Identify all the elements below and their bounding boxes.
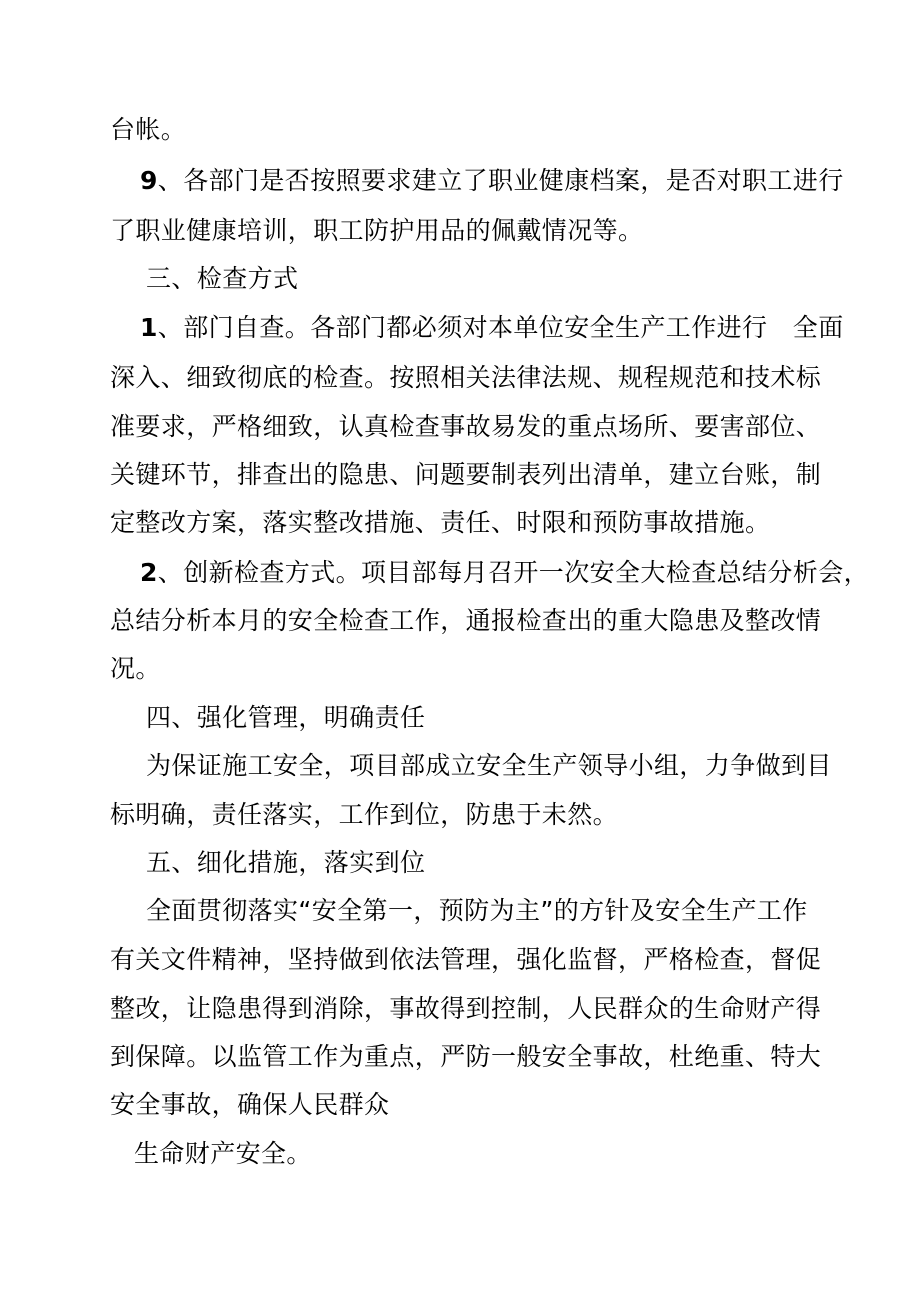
section-heading-4: 四、强化管理，明确责任: [146, 703, 426, 732]
text-line-1: 台帐。: [110, 115, 187, 144]
text-line-5: 1、部门自查。各部门都必须对本单位安全生产工作进行 全面: [140, 313, 844, 342]
text-line-7: 准要求，严格细致，认真检查事故易发的重点场所、要害部位、: [110, 412, 822, 441]
item-number: 9: [140, 166, 158, 195]
text-line-15: 标明确，责任落实，工作到位，防患于未然。: [110, 800, 619, 829]
text-line-9: 定整改方案，落实整改措施、责任、时限和预防事故措施。: [110, 508, 771, 537]
text-line-3: 了职业健康培训，职工防护用品的佩戴情况等。: [110, 216, 644, 245]
item-number: 2: [140, 558, 158, 587]
section-heading-5: 五、细化措施，落实到位: [146, 848, 426, 877]
section-heading-3: 三、检查方式: [146, 264, 299, 293]
item-number: 1: [140, 313, 158, 342]
text-line-11: 总结分析本月的安全检查工作，通报检查出的重大隐患及整改情: [110, 606, 822, 635]
text-line-19: 整改，让隐患得到消除，事故得到控制，人民群众的生命财产得: [110, 994, 822, 1023]
text-line-20: 到保障。以监管工作为重点，严防一般安全事故，杜绝重、特大: [110, 1042, 822, 1071]
text-line-6: 深入、细致彻底的检查。按照相关法律法规、规程规范和技术标: [110, 363, 822, 392]
text-line-22: 生命财产安全。: [134, 1139, 312, 1168]
text-line-17: 全面贯彻落实“安全第一，预防为主”的方针及安全生产工作: [146, 896, 808, 925]
text-line-12: 况。: [110, 654, 161, 683]
text-line-10: 2、创新检查方式。项目部每月召开一次安全大检查总结分析会，: [140, 558, 869, 587]
text-line-21: 安全事故，确保人民群众: [110, 1090, 390, 1119]
text-line-14: 为保证施工安全，项目部成立安全生产领导小组，力争做到目: [146, 751, 832, 780]
text-line-2: 9、各部门是否按照要求建立了职业健康档案，是否对职工进行: [140, 166, 844, 195]
text-line-18: 有关文件精神，坚持做到依法管理，强化监督，严格检查，督促: [110, 945, 822, 974]
text-line-8: 关键环节，排查出的隐患、问题要制表列出清单，建立台账，制: [110, 460, 822, 489]
